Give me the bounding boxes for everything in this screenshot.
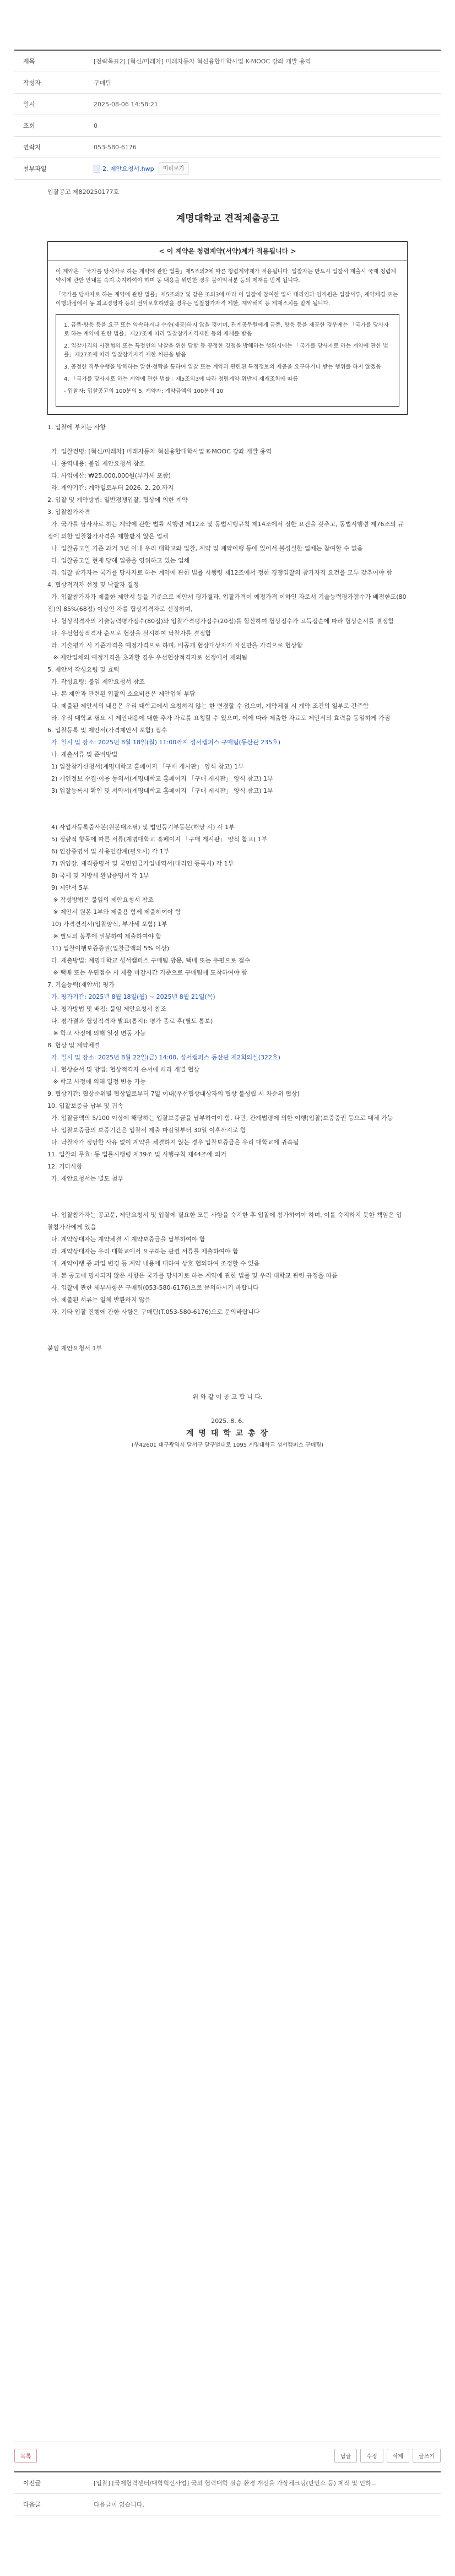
announcement-line: 다. 우선협상적격자 순으로 협상을 실시하여 낙찰자를 결정함 (47, 630, 212, 637)
announcement-line: 자. 기타 입찰 진행에 관한 사항은 구매팀(T.053-580-6176)으로 문의바랍니다 (47, 1308, 260, 1316)
meta-key: 연락처 (23, 144, 41, 151)
meta-value: 0 (94, 122, 98, 129)
announcement-line: 5. 제안서 작성요령 및 효력 (47, 666, 120, 673)
announcement-line: 다. 입찰공고일 현재 당해 업종을 영위하고 있는 업체 (47, 557, 190, 564)
announcement-line: 4. 협상적격자 선정 및 낙찰자 결정 (47, 581, 139, 588)
meta-row (14, 137, 441, 158)
announcement-line: 가. 입찰참가자가 제출한 제안서 등을 기준으로 제안서 평가결과, 입찰가격이 예정가격 이하인 자로서 기술능력평가점수가 배점한도(80점)의 85%(68점) 이상인 자를 협상적격자로 선정하며, (47, 593, 407, 613)
meta-key: 제목 (23, 58, 35, 65)
preview-button[interactable]: 미리보기 (159, 163, 189, 175)
integrity-clause: 3. 공정한 직무수행을 방해하는 알선·청탁을 통하여 입찰 또는 계약과 관련된 특정정보의 제공을 요구하거나 받는 행위를 하지 않겠음 (64, 364, 381, 370)
write-button[interactable]: 글쓰기 (413, 2449, 441, 2463)
spacer (47, 797, 408, 809)
announcement-line: ※ 학교 사정에 의해 일정 변동 가능 (47, 1078, 146, 1085)
announcement-line: 가. 일시 및 장소: 2025년 8월 18일(월) 11:00까지 성서캠퍼스 구매팀(동산관 235호) (47, 739, 281, 746)
announcement-line: 가. 평가기간: 2025년 8월 18일(월) ~ 2025년 8월 21일(목) (47, 993, 215, 1000)
meta-row (14, 94, 441, 115)
integrity-clause: - 입찰자: 입찰공고의 100분의 5, 계약자: 계약금액의 100분의 10 (64, 388, 224, 394)
announcement-line: 라. 계약상대자는 우리 대학교에서 요구하는 관련 서류를 제출하여야 함 (47, 1248, 239, 1255)
announcement-line: 2) 개인정보 수집·이용 동의서(계명대학교 홈페이지 「구매 게시판」 양식 참고) 1부 (47, 775, 273, 782)
announcement-line: 가. 국가를 당사자로 하는 계약에 관한 법률 시행령 제12조 및 동법시행규칙 제14조에서 정한 요건을 갖추고, 동법시행령 제76조의 규정에 의한 입찰참가자격을 제한받지 않은 업체 (47, 521, 404, 540)
announcement-line: 9. 협상기간: 협상순위별 협상일로부터 7일 이내(우선협상대상자의 협상 불성립 시 차순위 협상) (47, 1090, 300, 1097)
announcement-line: 10. 입찰보증금 납부 및 귀속 (47, 1102, 123, 1110)
announcement-line: 가. 입찰금액의 5/100 이상에 해당하는 입찰보증금을 납부하여야 함. 다만, 관계법령에 의한 이행(입찰)보증증권 등으로 대체 가능 (47, 1114, 393, 1122)
integrity-notice-text: 「국가를 당사자로 하는 계약에 관한 법률」제5조의2 및 같은 조의3에 따라 이 입찰에 참여한 업사 대리인과 임직원은 입찰서류, 계약체결 또는 이행과정에서 동 최고경영자 등의 권익보호하였을 경우는 입찰참가자격 제한, 계약해지 등 제재조치를 받게 됩니다. (56, 292, 398, 307)
announcement-line: 11) 입찰이행보증증권(입찰금액의 5% 이상) (47, 945, 170, 952)
announcement-line: 나. 협상적격자의 기술능력평가점수(80점)와 입찰가격평가점수(20점)를 합산하여 협상점수가 고득점순에 따라 협상순서를 결정함 (47, 618, 394, 625)
announcement-line: 가. 입찰건명: [혁신/미래차] 미래자동차 혁신융합대학사업 K-MOOC 강좌 개발 용역 (47, 448, 272, 455)
integrity-clause: 1. 금품·향응 등을 요구 또는 약속하거나 수수(제공)하지 않을 것이며, 관계공무원에게 금품, 향응 등을 제공한 경우에는 「국가를 당사자로 하는 계약에 관한 법률」제27조에 따라 입찰참가자격제한 등의 제재를 받음 (64, 322, 389, 337)
attachment-row (14, 158, 441, 180)
announcement-line: ※ 작성방법은 붙임의 제안요청서 참조 (47, 896, 154, 903)
announcement-line: 10) 가격견적서(입찰양식, 부가세 포함) 1부 (47, 921, 167, 928)
spacer (47, 1318, 408, 1330)
post-navigation (14, 2471, 441, 2515)
meta-row (14, 115, 441, 137)
reply-button[interactable]: 답글 (334, 2449, 357, 2463)
announcement-line: 8. 협상 및 계약체결 (47, 1042, 100, 1049)
meta-value: 2025-08-06 14:58:21 (94, 100, 158, 108)
integrity-notice-clauses (56, 314, 399, 407)
announcement-line: 1. 입찰에 부치는 사항 (47, 424, 106, 431)
meta-value: 053-580-6176 (94, 143, 137, 151)
meta-value: 구매팀 (94, 79, 111, 86)
announcement-line: 나. 제출서류 및 준비방법 (47, 751, 118, 758)
announcement-line: 나. 협상순서 및 방법: 협상적격자 순서에 따라 개별 협상 (47, 1066, 199, 1073)
integrity-notice-title: < 이 계약은 청렴계약(서약)제가 적용됩니다 > (48, 242, 407, 261)
edit-button[interactable]: 수정 (360, 2449, 383, 2463)
integrity-clause: 2. 입찰가격의 사전협의 또는 특정인의 낙찰을 위한 담합 등 공정한 경쟁을 방해하는 행위시에는 「국가를 당사자로 하는 계약에 관한 법률」제27조에 따라 입찰참가자격 제한 처분을 받음 (64, 343, 388, 358)
announcement-line: 바. 본 공고에 명시되지 않은 사항은 국가를 당사자로 하는 계약에 관한 법률 및 우리 대학교 관련 규정을 따름 (47, 1272, 338, 1279)
announcement-line: 나. 본 제안과 관련된 입찰의 소요비용은 제안업체 부담 (47, 690, 196, 697)
spacer (47, 1185, 408, 1197)
spacer (47, 1355, 408, 1367)
announcement-line: 4) 사업자등록증사본(원본대조필) 및 법인등기부등본(해당 시) 각 1부 (47, 824, 235, 831)
post-meta-table (14, 50, 441, 180)
announcement-line: 5) 정량적 항목에 따른 서류(계명대학교 홈페이지 「구매 게시판」 양식 참고) 1부 (47, 836, 267, 843)
announcement-line: 1) 입찰참가신청서(계명대학교 홈페이지 「구매 게시판」 양식 참고) 1부 (47, 763, 244, 770)
announcement-line: 7. 기술능력(제안서) 평가 (47, 981, 115, 988)
closing-text: 위 와 같 이 공 고 합 니 다. (192, 1393, 263, 1400)
announcement-line: 다. 평가결과 협상적격자 발표(통지): 평가 종료 후(별도 통보) (47, 1018, 213, 1025)
meta-value: [전략목표2] [혁신/미래차] 미래차동차 혁신융합대학사업 K-MOOC 강좌 개발 용역 (94, 57, 311, 65)
announcement-line: 다. 제출방법: 계명대학교 성서캠퍼스 구매팀 방문, 택배 또는 우편으로 접수 (47, 957, 250, 964)
integrity-notice-body (48, 261, 407, 414)
integrity-clause: 4. 「국가를 당사자로 하는 계약에 관한 법률」제5조의3에 따라 청렴계약 위반시 제재조치에 따름 (64, 376, 298, 382)
meta-key: 조회 (23, 122, 35, 129)
announcement-line: 2. 입찰 및 계약방법: 일반경쟁입찰, 협상에 의한 계약 (47, 496, 188, 504)
announcement-line: 다. 낙찰자가 정당한 사유 없이 계약을 체결하지 않는 경우 입찰보증금은 우리 대학교에 귀속됨 (47, 1139, 299, 1146)
spacer (47, 809, 408, 821)
next-post-label: 다음글 (23, 2501, 41, 2508)
announcement-line: 3) 입찰등록시 확인 및 서약서(계명대학교 홈페이지 「구매 게시판」 양식 참고) 1부 (47, 787, 273, 794)
announcement-line: ※ 제안업체의 예정가격을 초과할 경우 우선협상적격자로 선정에서 제외됨 (47, 654, 247, 661)
announcement-line: 붙임 제안요청서 1부 (47, 1345, 102, 1352)
attachment-label: 첨부파일 (23, 165, 47, 172)
announcement-date: 2025. 8. 6. (211, 1417, 244, 1425)
spacer (47, 1367, 408, 1379)
announcement-line: 다. 계약상대자는 계약체결 시 계약보증금을 납부하여야 함 (47, 1236, 205, 1243)
announcement-line: 11. 입찰의 무효: 동 법률시행령 제39조 및 시행규칙 제44조에 의거 (47, 1151, 227, 1158)
announcement-line: 다. 사업예산: ₩25,000,000원(부가세 포함) (47, 472, 171, 479)
announcement-line: ※ 택배 또는 우편접수 시 제출 마감시간 기준으로 구매팀에 도착하여야 함 (47, 969, 247, 976)
address: (우42601 대구광역시 달서구 달구벌대로 1095 계명대학교 성서캠퍼스 구매팀) (131, 1442, 324, 1448)
announcement-line: 나. 용역내용: 붙임 제안요청서 참조 (47, 460, 145, 467)
integrity-notice-text: 이 계약은 「국가를 당사자로 하는 계약에 관한 법률」제5조의2에 따른 청렴계약제가 적용됩니다. 입찰자는 반드시 입찰서 제출시 국제 청렴계약서에 관한 안내를 숙지.숙지하여야 하며 동 내용을 위반한 경우 불이익처분 등의 제재를 받게 됩니다. (56, 269, 397, 284)
announcement-line: ※ 별도의 봉투에 밀봉하여 제출하여야 함 (47, 933, 162, 940)
announcement-line: 9) 제안서 5부 (47, 884, 89, 891)
signatory: 계 명 대 학 교 총 장 (186, 1429, 269, 1438)
file-icon (94, 165, 100, 172)
announcement-line: 나. 입찰보증금의 보증기간은 입찰서 제출 마감일부터 30일 이후까지로 함 (47, 1127, 246, 1134)
announcement-line: 다. 제출된 제안서의 내용은 우리 대학교에서 요청하지 않는 한 변경할 수 없으며, 계약체결 시 계약 조건의 일부로 간주함 (47, 702, 369, 710)
attachment-filename: 2. 제안요청서.hwp (102, 165, 154, 172)
meta-key: 작성자 (23, 79, 41, 86)
announcement-line: 가. 제안요청서는 별도 첨부 (47, 1175, 123, 1182)
announcement-line: 8) 국세 및 지방세 완납증명서 각 1부 (47, 872, 149, 879)
integrity-notice (47, 241, 408, 415)
announcement-line: 라. 입찰 참가자는 국가를 당사자로 하는 계약에 관한 법률 시행령 제12조에서 정한 경쟁입찰의 참가자격 요건을 모두 갖추어야 함 (47, 569, 392, 576)
announcement-line: 라. 우리 대학교 필요 시 제안내용에 대한 추가 자료를 요청할 수 있으며, 이에 따라 제출한 자료도 제안서의 효력을 동일하게 가짐 (47, 715, 391, 722)
announcement-line: 사. 입찰에 관한 세부사항은 구매팀(053-580-6176)으로 문의하시기 바랍니다 (47, 1284, 259, 1291)
announcement-body (47, 421, 408, 1379)
post-action-buttons (334, 2449, 441, 2463)
spacer (47, 1330, 408, 1343)
announcement-line: 나. 입찰참가자는 공고문, 제안요청서 및 입찰에 필요한 모든 사항을 숙지한 후 입찰에 참가하여야 하며, 이를 숙지하지 못한 책임은 입찰참가자에게 있음 (47, 1211, 402, 1231)
attachment-list (87, 159, 441, 178)
announcement-line: 라. 계약기간: 계약일로부터 2026. 2. 20.까지 (47, 484, 174, 491)
announcement-line: 7) 위임장, 재직증명서 및 국민연금가입내역서(대리인 등록시) 각 1부 (47, 860, 234, 867)
prev-post-row (14, 2472, 441, 2494)
announcement-line: 12. 기타사항 (47, 1163, 83, 1170)
meta-row (14, 72, 441, 94)
announcement-line: 가. 일시 및 장소: 2025년 8월 22일(금) 14:00, 성서캠퍼스 동산관 제2회의실(322호) (47, 1054, 280, 1061)
announcement-line: 6. 입찰등록 및 제안서(가격제안서 포함) 접수 (47, 727, 167, 734)
announcement-line: 가. 작성요령: 붙임 제안요청서 참조 (47, 678, 145, 685)
spacer (47, 1197, 408, 1209)
spacer (47, 434, 408, 446)
next-post-empty: 다음글이 없습니다. (94, 2501, 145, 2508)
attachment-link[interactable] (94, 164, 154, 174)
announcement-line: 라. 기술평가 시 기준가격을 예정가격으로 하며, 비공개 협상대상자가 자신만을 가격으로 협상함 (47, 642, 303, 649)
document-title: 계명대학교 견적제출공고 (176, 213, 279, 224)
meta-key: 일시 (23, 101, 35, 108)
announcement-line: 나. 평가방법 및 배점: 붙임 제안요청서 참조 (47, 1005, 166, 1013)
prev-post-label: 이전글 (23, 2480, 41, 2487)
announcement-line: 마. 계약이행 중 과업 변경 등 계약 내용에 대하여 상호 협의하여 조정할 수 있음 (47, 1260, 260, 1267)
announcement-line: ※ 제안서 원본 1부와 제출용 함께 제출하여야 함 (47, 908, 181, 916)
announcement-line: 나. 입찰공고일 기준 과거 3년 이내 우리 대학교와 입찰, 계약 및 계약이행 등에 있어서 불성실한 업체는 참여할 수 없음 (47, 545, 363, 552)
announcement-line: ※ 학교 사정에 의해 일정 변동 가능 (47, 1030, 146, 1037)
announcement-line: 3. 입찰참가자격 (47, 508, 90, 516)
document-number: 입찰공고 제820250177호 (47, 188, 120, 196)
announcement-line: 6) 인감증명서 및 사용인감계(필요시) 각 1부 (47, 848, 170, 855)
list-button[interactable]: 목록 (14, 2449, 37, 2463)
post-content (14, 180, 441, 1452)
meta-row (14, 51, 441, 72)
announcement-line: 아. 제출된 서류는 일체 반환하지 않음 (47, 1296, 151, 1303)
delete-button[interactable]: 삭제 (387, 2449, 409, 2463)
next-post-row (14, 2494, 441, 2515)
prev-post-link[interactable]: [입찰] [국제협력센터/대학혁신사업] 국외 협력대학 실습 환경 개선을 가상체크팅(만인소 등) 제작 및 인하... (94, 2480, 377, 2487)
post-action-bar (14, 2442, 441, 2463)
